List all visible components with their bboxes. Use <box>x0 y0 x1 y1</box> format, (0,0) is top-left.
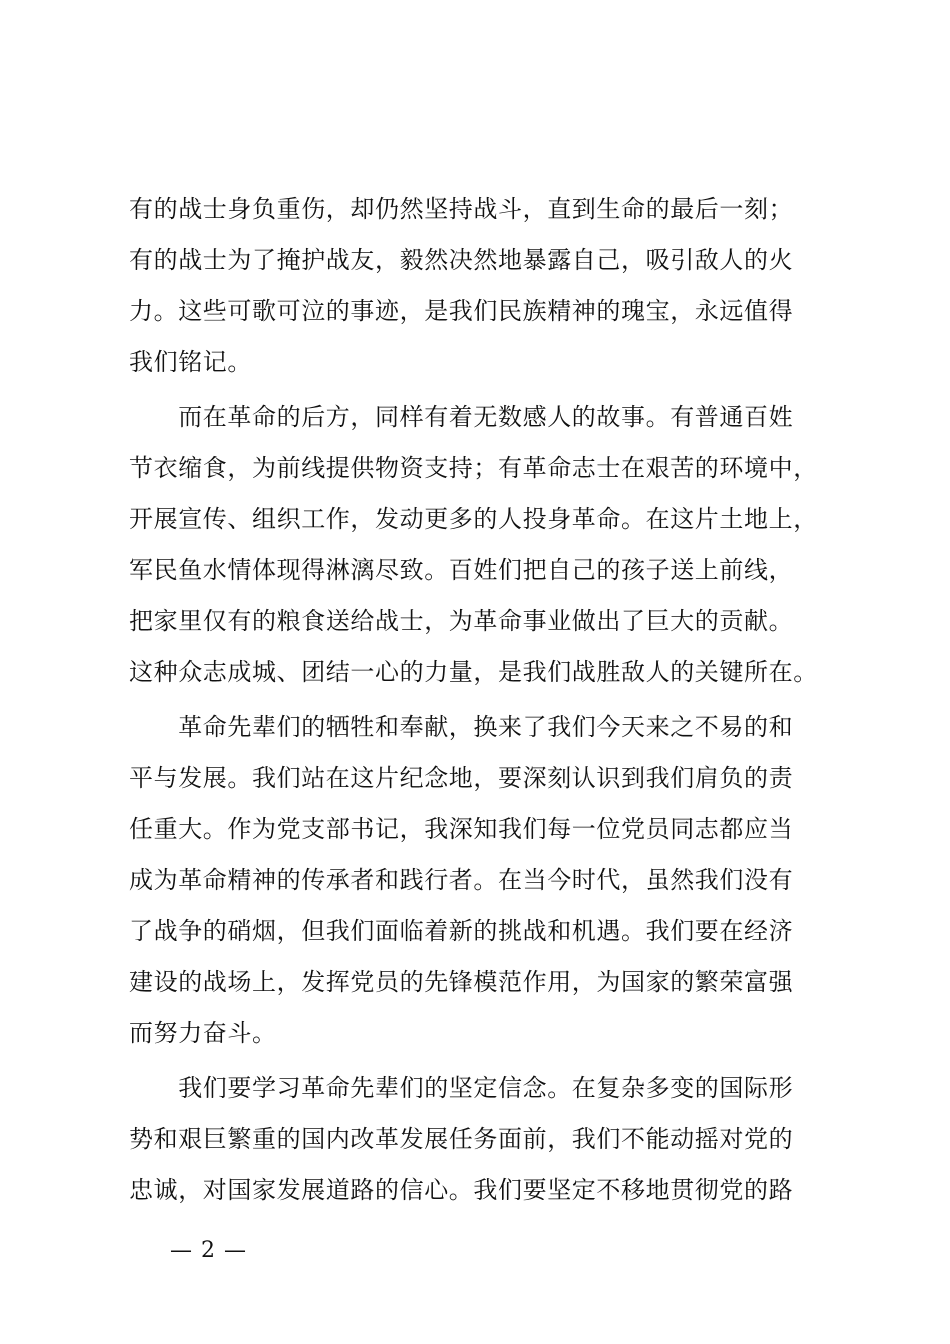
text-line: 成为革命精神的传承者和践行者。在当今时代，虽然我们没有 <box>129 866 794 894</box>
text-line: 建设的战场上，发挥党员的先锋模范作用，为国家的繁荣富强 <box>129 968 794 996</box>
text-line: 开展宣传、组织工作，发动更多的人投身革命。在这片土地上， <box>129 505 818 533</box>
text-line: 革命先辈们的牺牲和奉献，换来了我们今天来之不易的和 <box>129 713 794 741</box>
text-line: 有的战士为了掩护战友，毅然决然地暴露自己，吸引敌人的火 <box>129 246 794 274</box>
text-line: 忠诚，对国家发展道路的信心。我们要坚定不移地贯彻党的路 <box>129 1176 794 1204</box>
text-line: 军民鱼水情体现得淋漓尽致。百姓们把自己的孩子送上前线， <box>129 556 794 584</box>
page-number: — 2 — <box>170 1238 247 1263</box>
text-line: 节衣缩食，为前线提供物资支持；有革命志士在艰苦的环境中， <box>129 454 818 482</box>
text-line: 我们要学习革命先辈们的坚定信念。在复杂多变的国际形 <box>129 1074 794 1102</box>
text-line: 势和艰巨繁重的国内改革发展任务面前，我们不能动摇对党的 <box>129 1125 794 1153</box>
text-line: 而努力奋斗。 <box>129 1019 277 1047</box>
text-line: 力。这些可歌可泣的事迹，是我们民族精神的瑰宝，永远值得 <box>129 297 794 325</box>
body-text <box>129 184 835 1216</box>
text-line: 把家里仅有的粮食送给战士，为革命事业做出了巨大的贡献。 <box>129 607 794 635</box>
text-line: 而在革命的后方，同样有着无数感人的故事。有普通百姓 <box>129 403 794 431</box>
text-line: 了战争的硝烟，但我们面临着新的挑战和机遇。我们要在经济 <box>129 917 794 945</box>
text-line: 这种众志成城、团结一心的力量，是我们战胜敌人的关键所在。 <box>129 658 818 686</box>
text-line: 有的战士身负重伤，却仍然坚持战斗，直到生命的最后一刻； <box>129 195 794 223</box>
text-line: 平与发展。我们站在这片纪念地，要深刻认识到我们肩负的责 <box>129 764 794 792</box>
text-line: 我们铭记。 <box>129 348 252 376</box>
text-line: 任重大。作为党支部书记，我深知我们每一位党员同志都应当 <box>129 815 794 843</box>
